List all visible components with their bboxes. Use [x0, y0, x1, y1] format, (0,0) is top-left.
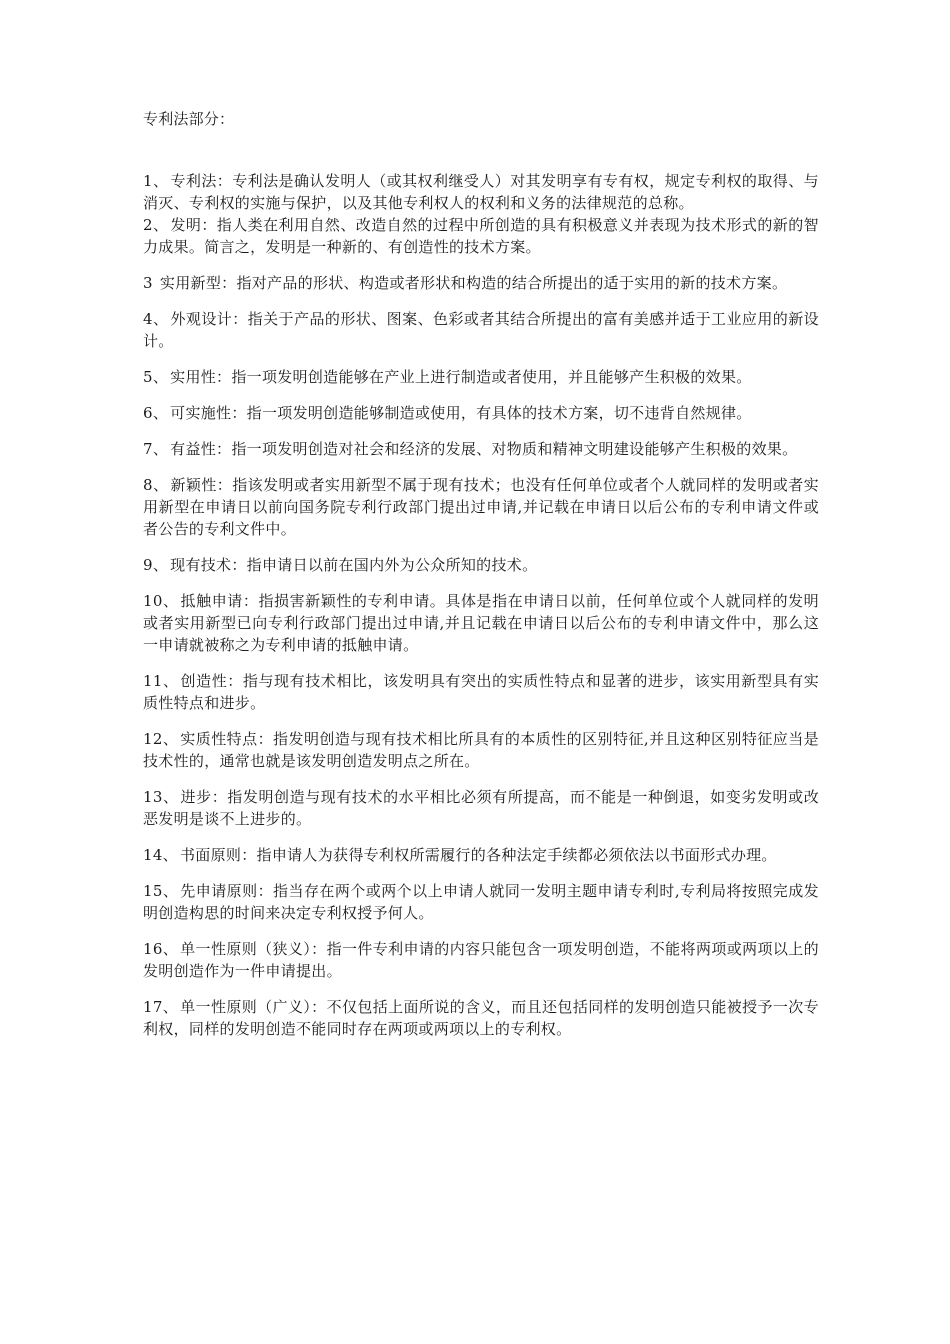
entry-text: 专利法是确认发明人（或其权利继受人）对其发明享有专有权，规定专利权的取得、与消灭、专利权的实施与保护，以及其他专利权人的权利和义务的法律规范的总称。 [143, 172, 819, 212]
entry-number: 5、 [143, 368, 169, 386]
entry-term: 专利法： [170, 172, 233, 190]
entry-11 [143, 670, 819, 714]
entry-16 [143, 938, 819, 982]
entry-number: 11、 [143, 672, 179, 690]
entry-2 [143, 214, 819, 258]
entry-term: 单一性原则（广义）： [180, 998, 327, 1016]
entry-6 [143, 402, 819, 424]
entry-12 [143, 728, 819, 772]
entry-text: 不仅包括上面所说的含义，而且还包括同样的发明创造只能被授予一次专利权，同样的发明创造不能同时存在两项或两项以上的专利权。 [143, 998, 819, 1038]
entry-8 [143, 474, 819, 540]
entry-text: 指一件专利申请的内容只能包含一项发明创造，不能将两项或两项以上的发明创造作为一件申请提出。 [143, 940, 819, 980]
entry-term: 有益性： [170, 440, 232, 458]
entry-15 [143, 880, 819, 924]
entry-term: 实用新型： [159, 274, 237, 292]
entry-number: 9、 [143, 556, 169, 574]
section-title: 专利法部分： [143, 110, 235, 128]
entry-text: 指人类在利用自然、改造自然的过程中所创造的具有积极意义并表现为技术形式的新的智力成果。简言之，发明是一种新的、有创造性的技术方案。 [143, 216, 819, 256]
entry-14 [143, 844, 819, 866]
entry-term: 现有技术： [170, 556, 247, 574]
entry-term: 发明： [170, 216, 217, 234]
entry-term: 先申请原则： [180, 882, 274, 900]
entry-1 [143, 170, 819, 214]
entry-number: 2、 [143, 216, 169, 234]
entry-term: 抵触申请： [180, 592, 259, 610]
entry-number: 12、 [143, 730, 179, 748]
entry-10 [143, 590, 819, 656]
entry-number: 4、 [143, 310, 169, 328]
entry-term: 进步： [180, 788, 228, 806]
entry-7 [143, 438, 819, 460]
entry-5 [143, 366, 819, 388]
entry-number: 13、 [143, 788, 179, 806]
entry-number: 10、 [143, 592, 179, 610]
entry-number: 8、 [143, 476, 169, 494]
entry-17 [143, 996, 819, 1040]
entry-text: 指一项发明创造能够在产业上进行制造或者使用，并且能够产生积极的效果。 [231, 368, 752, 386]
entry-text: 指发明创造与现有技术的水平相比必须有所提高，而不能是一种倒退，如变劣发明或改恶发明是谈不上进步的。 [143, 788, 819, 828]
entry-number: 1、 [143, 172, 169, 190]
entry-text: 指一项发明创造能够制造或使用，有具体的技术方案，切不违背自然规律。 [246, 404, 752, 422]
entry-text: 指当存在两个或两个以上申请人就同一发明主题申请专利时,专利局将按照完成发明创造构思的时间来决定专利权授予何人。 [143, 882, 819, 922]
entry-13 [143, 786, 819, 830]
entry-text: 指与现有技术相比，该发明具有突出的实质性特点和显著的进步，该实用新型具有实质性特点和进步。 [143, 672, 819, 712]
entry-number: 15、 [143, 882, 179, 900]
entry-term: 实用性： [170, 368, 232, 386]
entry-number: 14、 [143, 846, 178, 864]
entry-text: 指关于产品的形状、图案、色彩或者其结合所提出的富有美感并适于工业应用的新设计。 [143, 310, 819, 350]
entry-number: 16、 [143, 940, 179, 958]
entry-term: 新颖性： [170, 476, 233, 494]
entry-term: 单一性原则（狭义）： [180, 940, 327, 958]
entry-4 [143, 308, 819, 352]
document-page [143, 108, 819, 1054]
entry-term: 创造性： [180, 672, 243, 690]
entry-text: 指申请人为获得专利权所需履行的各种法定手续都必须依法以书面形式办理。 [256, 846, 777, 864]
entry-text: 指对产品的形状、构造或者形状和构造的结合所提出的适于实用的新的技术方案。 [236, 274, 788, 292]
entry-number: 17、 [143, 998, 179, 1016]
entry-number: 3 [143, 274, 158, 292]
entry-term: 实质性特点： [180, 730, 274, 748]
entry-term: 书面原则： [180, 846, 257, 864]
entry-text: 指损害新颖性的专利申请。具体是指在申请日以前，任何单位或个人就同样的发明或者实用新型已向专利行政部门提出过申请,并且记载在申请日以后公布的专利申请文件中，那么这一申请就被称之为专利申请的抵触申请。 [143, 592, 819, 654]
entry-term: 可实施性： [170, 404, 247, 422]
entry-text: 指一项发明创造对社会和经济的发展、对物质和精神文明建设能够产生积极的效果。 [231, 440, 798, 458]
entry-text: 指该发明或者实用新型不属于现有技术；也没有任何单位或者个人就同样的发明或者实用新型在申请日以前向国务院专利行政部门提出过申请,并记载在申请日以后公布的专利申请文件或者公告的专利文件中。 [143, 476, 819, 538]
entry-number: 6、 [143, 404, 169, 422]
entry-9 [143, 554, 819, 576]
entry-3 [143, 272, 819, 294]
entry-text: 指申请日以前在国内外为公众所知的技术。 [246, 556, 538, 574]
entry-number: 7、 [143, 440, 169, 458]
entry-text: 指发明创造与现有技术相比所具有的本质性的区别特征,并且这种区别特征应当是技术性的，通常也就是该发明创造发明点之所在。 [143, 730, 819, 770]
entry-term: 外观设计： [170, 310, 248, 328]
